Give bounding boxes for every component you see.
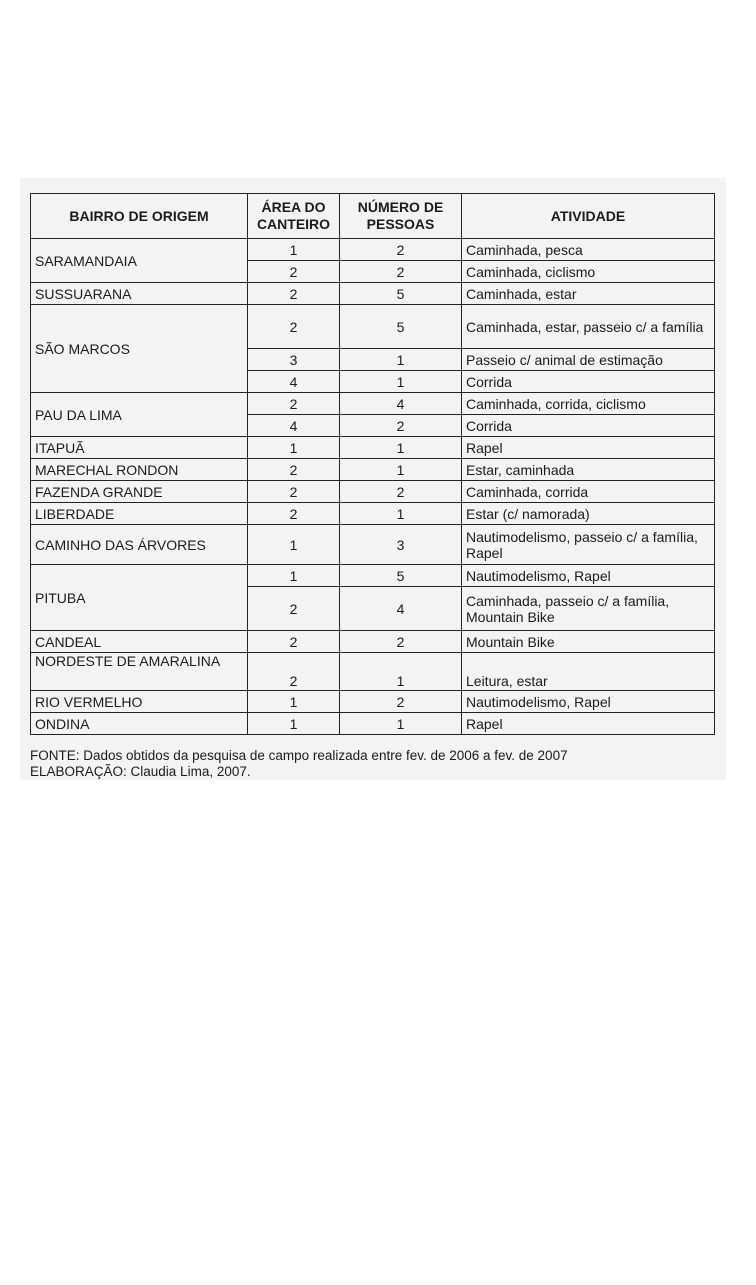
cell-pessoas: 3 bbox=[340, 525, 462, 565]
cell-pessoas: 1 bbox=[340, 653, 462, 691]
table-row bbox=[31, 631, 715, 653]
cell-pessoas: 5 bbox=[340, 283, 462, 305]
cell-pessoas: 1 bbox=[340, 437, 462, 459]
table-body bbox=[31, 239, 715, 735]
cell-atividade: Caminhada, corrida, ciclismo bbox=[462, 393, 715, 415]
cell-atividade: Nautimodelismo, Rapel bbox=[462, 691, 715, 713]
table-row bbox=[31, 305, 715, 349]
cell-pessoas: 4 bbox=[340, 587, 462, 631]
cell-atividade: Nautimodelismo, Rapel bbox=[462, 565, 715, 587]
table-row bbox=[31, 437, 715, 459]
cell-area: 1 bbox=[248, 691, 340, 713]
cell-bairro: FAZENDA GRANDE bbox=[31, 481, 248, 503]
cell-area: 1 bbox=[248, 437, 340, 459]
cell-atividade: Caminhada, pesca bbox=[462, 239, 715, 261]
cell-pessoas: 4 bbox=[340, 393, 462, 415]
table-row bbox=[31, 525, 715, 565]
source-note bbox=[30, 748, 568, 780]
cell-area: 1 bbox=[248, 239, 340, 261]
table-row bbox=[31, 283, 715, 305]
cell-area: 4 bbox=[248, 415, 340, 437]
cell-atividade: Nautimodelismo, passeio c/ a família, Rapel bbox=[462, 525, 715, 565]
cell-pessoas: 2 bbox=[340, 239, 462, 261]
cell-area: 2 bbox=[248, 587, 340, 631]
cell-atividade: Leitura, estar bbox=[462, 653, 715, 691]
cell-atividade: Corrida bbox=[462, 415, 715, 437]
cell-atividade: Corrida bbox=[462, 371, 715, 393]
cell-area: 2 bbox=[248, 503, 340, 525]
header-bairro: BAIRRO DE ORIGEM bbox=[31, 194, 248, 239]
cell-pessoas: 1 bbox=[340, 713, 462, 735]
table-row bbox=[31, 653, 715, 691]
header-area: ÁREA DO CANTEIRO bbox=[248, 194, 340, 239]
header-atividade: ATIVIDADE bbox=[462, 194, 715, 239]
cell-atividade: Rapel bbox=[462, 437, 715, 459]
cell-atividade: Estar (c/ namorada) bbox=[462, 503, 715, 525]
table-row bbox=[31, 565, 715, 587]
cell-bairro: SARAMANDAIA bbox=[31, 239, 248, 283]
cell-bairro: CAMINHO DAS ÁRVORES bbox=[31, 525, 248, 565]
cell-bairro: NORDESTE DE AMARALINA bbox=[31, 653, 248, 691]
cell-area: 2 bbox=[248, 261, 340, 283]
table-row bbox=[31, 713, 715, 735]
cell-pessoas: 2 bbox=[340, 691, 462, 713]
cell-atividade: Caminhada, ciclismo bbox=[462, 261, 715, 283]
cell-atividade: Caminhada, passeio c/ a família, Mountain Bike bbox=[462, 587, 715, 631]
cell-area: 3 bbox=[248, 349, 340, 371]
cell-atividade: Caminhada, estar, passeio c/ a família bbox=[462, 305, 715, 349]
table-row bbox=[31, 691, 715, 713]
cell-pessoas: 2 bbox=[340, 415, 462, 437]
cell-bairro: PAU DA LIMA bbox=[31, 393, 248, 437]
cell-area: 1 bbox=[248, 713, 340, 735]
cell-atividade: Caminhada, estar bbox=[462, 283, 715, 305]
cell-atividade: Caminhada, corrida bbox=[462, 481, 715, 503]
cell-area: 2 bbox=[248, 283, 340, 305]
cell-pessoas: 2 bbox=[340, 631, 462, 653]
cell-area: 4 bbox=[248, 371, 340, 393]
cell-pessoas: 1 bbox=[340, 349, 462, 371]
cell-pessoas: 1 bbox=[340, 503, 462, 525]
cell-bairro: CANDEAL bbox=[31, 631, 248, 653]
cell-pessoas: 2 bbox=[340, 481, 462, 503]
cell-pessoas: 1 bbox=[340, 459, 462, 481]
header-numero: NÚMERO DE PESSOAS bbox=[340, 194, 462, 239]
cell-atividade: Rapel bbox=[462, 713, 715, 735]
cell-area: 2 bbox=[248, 481, 340, 503]
cell-bairro: LIBERDADE bbox=[31, 503, 248, 525]
cell-area: 2 bbox=[248, 305, 340, 349]
cell-bairro: SUSSUARANA bbox=[31, 283, 248, 305]
elaboracao-text: ELABORAÇÃO: Claudia Lima, 2007. bbox=[30, 764, 251, 779]
table-row bbox=[31, 393, 715, 415]
cell-area: 1 bbox=[248, 565, 340, 587]
cell-area: 2 bbox=[248, 459, 340, 481]
table-row bbox=[31, 503, 715, 525]
cell-bairro: ONDINA bbox=[31, 713, 248, 735]
cell-area: 2 bbox=[248, 631, 340, 653]
header-row bbox=[31, 194, 715, 239]
table-row bbox=[31, 239, 715, 261]
cell-bairro: ITAPUÃ bbox=[31, 437, 248, 459]
cell-bairro: SÃO MARCOS bbox=[31, 305, 248, 393]
cell-area: 2 bbox=[248, 653, 340, 691]
fonte-text: FONTE: Dados obtidos da pesquisa de campo realizada entre fev. de 2006 a fev. de 2007 bbox=[30, 748, 568, 763]
cell-bairro: RIO VERMELHO bbox=[31, 691, 248, 713]
cell-atividade: Estar, caminhada bbox=[462, 459, 715, 481]
cell-atividade: Passeio c/ animal de estimação bbox=[462, 349, 715, 371]
cell-area: 2 bbox=[248, 393, 340, 415]
cell-bairro: MARECHAL RONDON bbox=[31, 459, 248, 481]
cell-bairro: PITUBA bbox=[31, 565, 248, 631]
cell-pessoas: 1 bbox=[340, 371, 462, 393]
cell-pessoas: 2 bbox=[340, 261, 462, 283]
cell-atividade: Mountain Bike bbox=[462, 631, 715, 653]
cell-pessoas: 5 bbox=[340, 305, 462, 349]
table-row bbox=[31, 481, 715, 503]
table-row bbox=[31, 459, 715, 481]
activities-table bbox=[30, 193, 715, 735]
cell-pessoas: 5 bbox=[340, 565, 462, 587]
cell-area: 1 bbox=[248, 525, 340, 565]
